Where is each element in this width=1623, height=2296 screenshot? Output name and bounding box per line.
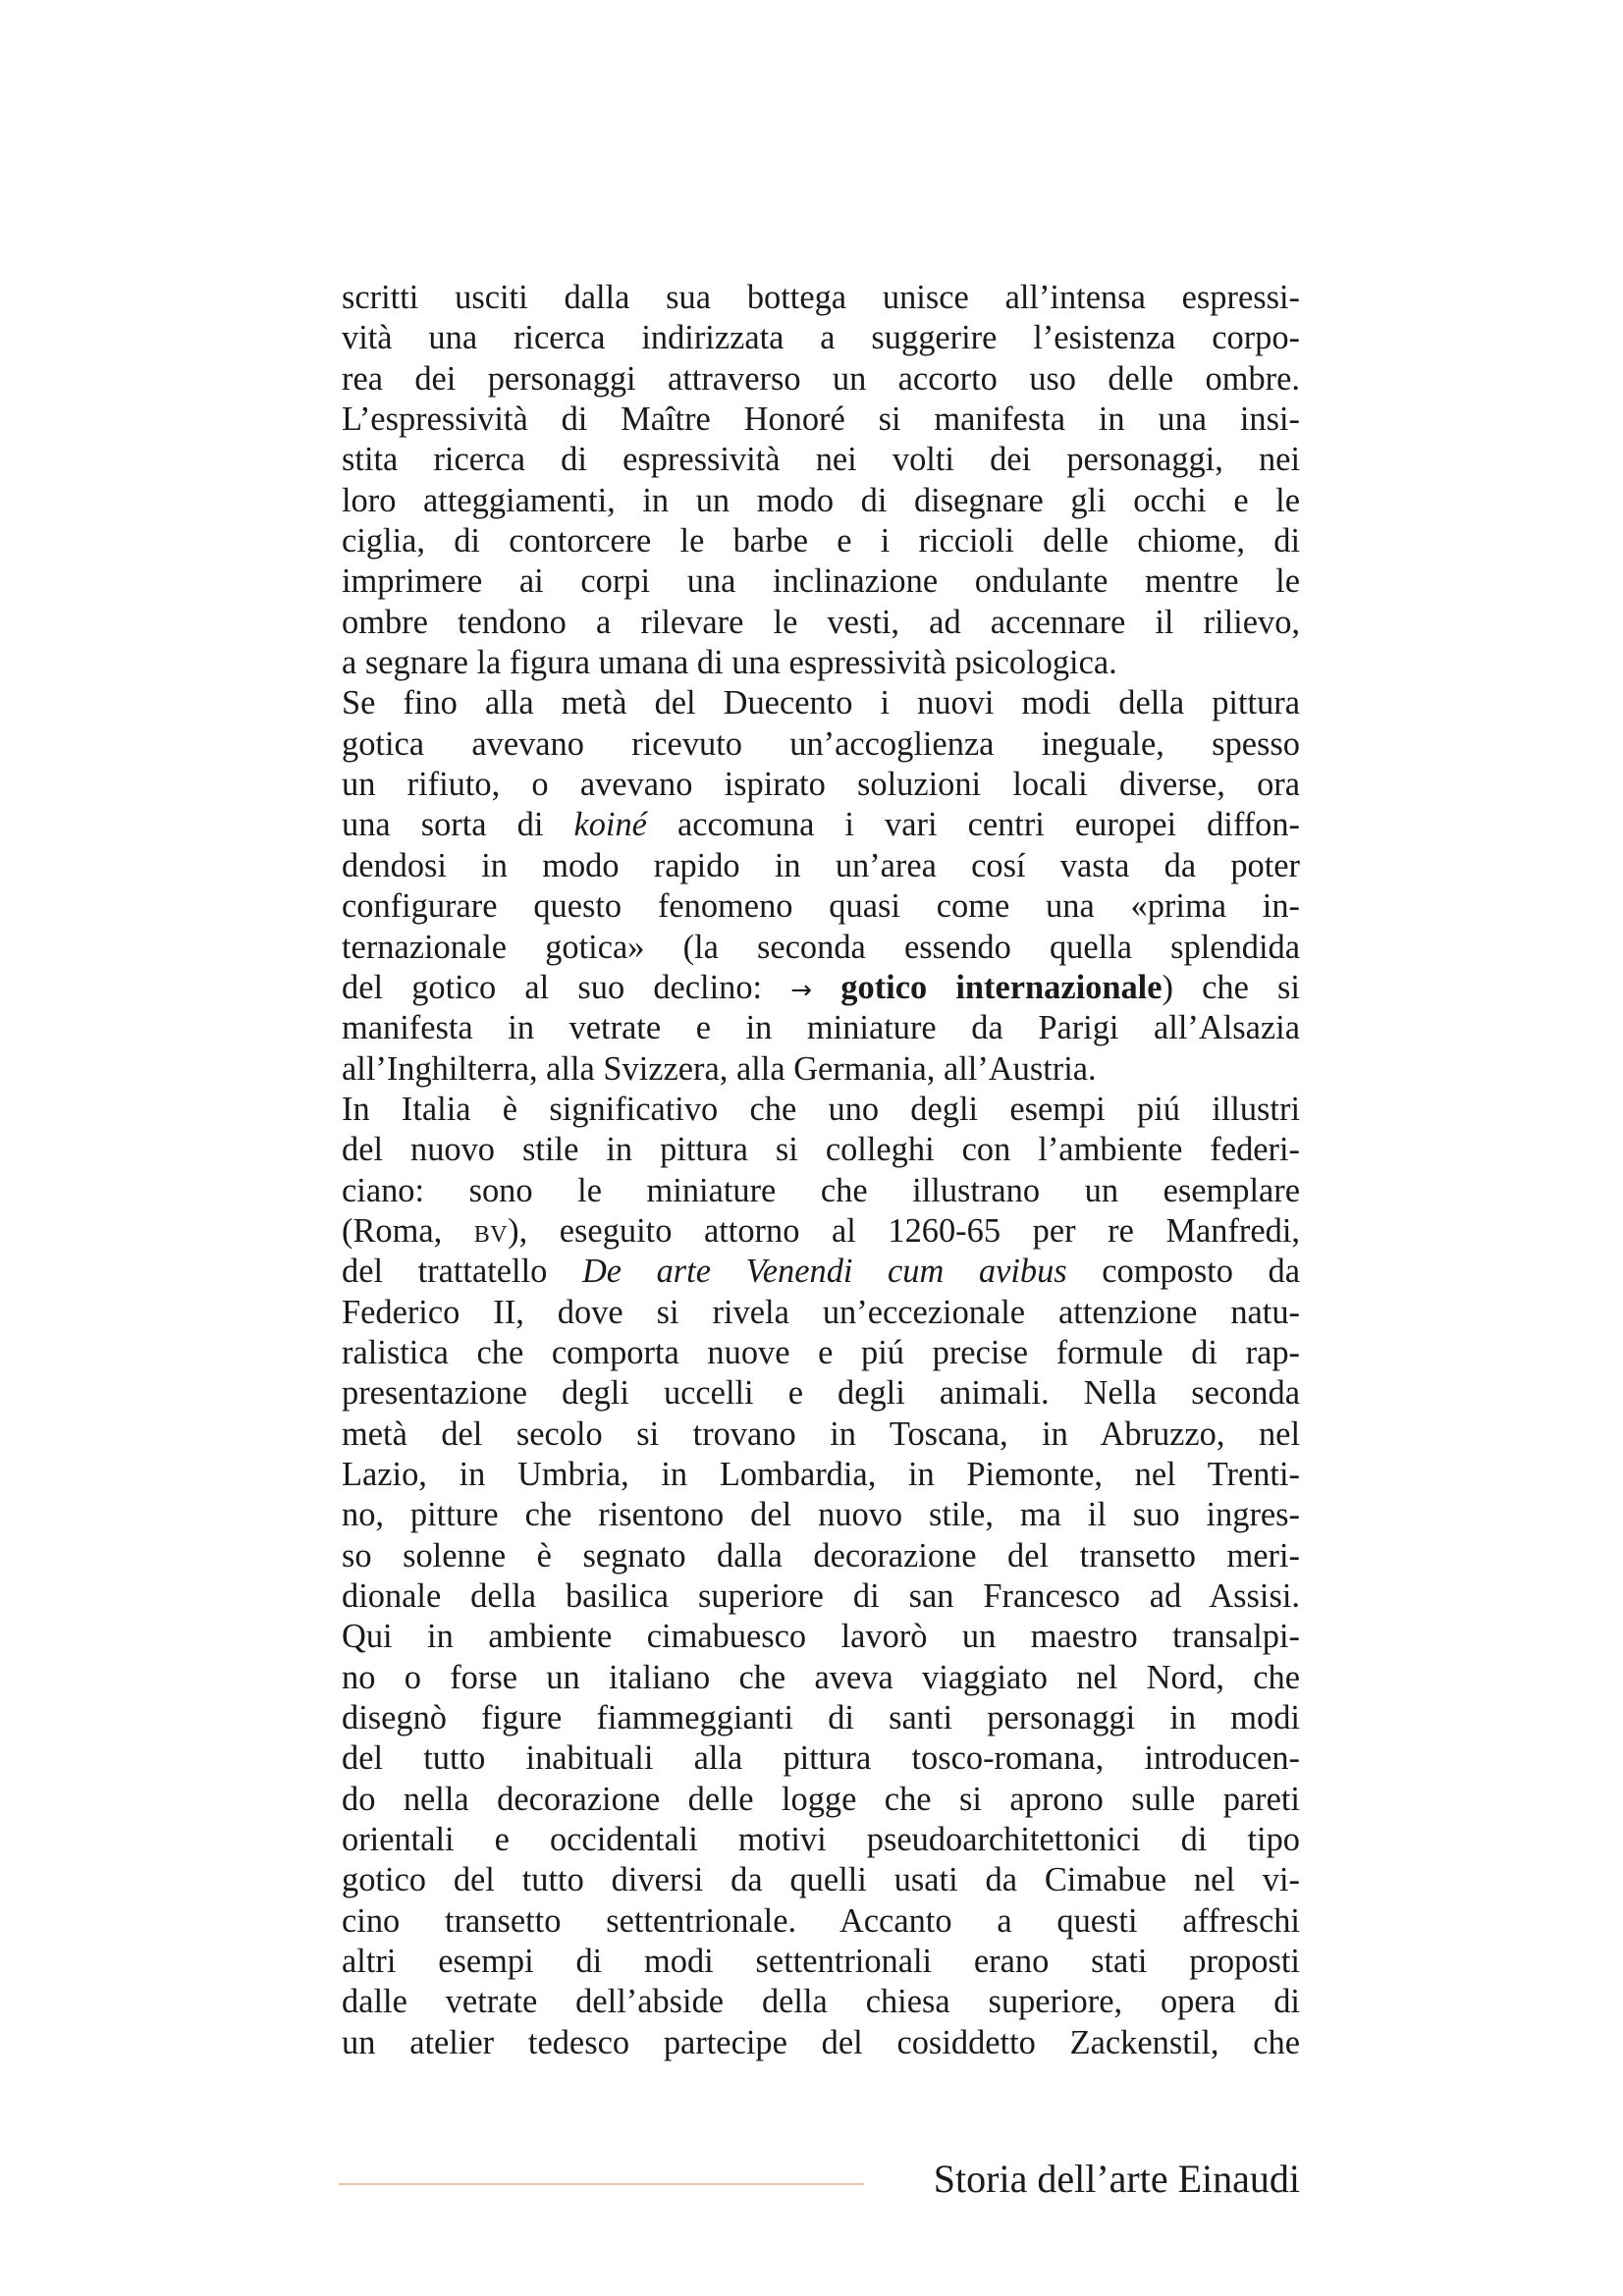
text-line: Federico II, dove si rivela un’eccezionale attenzione natu- (342, 1293, 1300, 1331)
cross-reference-arrow-icon: → (790, 975, 813, 1005)
cross-reference-term: gotico internazionale (840, 968, 1163, 1006)
text-line (342, 805, 1300, 845)
text-line: Se fino alla metà del Duecento i nuovi modi della pittura (342, 684, 1300, 722)
text-line: metà del secolo si trovano in Toscana, in Abruzzo, nel (342, 1415, 1300, 1453)
text-line: all’Inghilterra, alla Svizzera, alla Germania, all’Austria. (342, 1049, 1097, 1088)
line-text: composto da (1066, 1253, 1301, 1291)
line-text: una sorta di (342, 806, 574, 844)
body-text (342, 278, 1300, 2063)
text-line: a segnare la figura umana di una espressività psicologica. (342, 644, 1117, 682)
text-line: no, pitture che risentono del nuovo stile, ma il suo ingres- (342, 1496, 1300, 1534)
text-line: dendosi in modo rapido in un’area cosí vasta da poter (342, 846, 1300, 884)
text-line: scritti usciti dalla sua bottega unisce all’intensa espressi- (342, 279, 1300, 316)
small-caps-abbrev: bv (473, 1211, 509, 1250)
text-line: vità una ricerca indirizzata a suggerire l’esistenza corpo- (342, 319, 1300, 357)
text-line: dalle vetrate dell’abside della chiesa superiore, opera di (342, 1983, 1300, 2021)
text-line: gotico del tutto diversi da quelli usati da Cimabue nel vi- (342, 1861, 1300, 1899)
text-line: ciano: sono le miniature che illustrano un esemplare (342, 1171, 1300, 1209)
text-line: ralistica che comporta nuove e piú precise formule di rap- (342, 1333, 1300, 1371)
line-text: accomuna i vari centri europei diffon- (646, 806, 1300, 844)
text-line: do nella decorazione delle logge che si aprono sulle pareti (342, 1780, 1300, 1818)
text-line: rea dei personaggi attraverso un accorto uso delle ombre. (342, 359, 1300, 398)
text-line: stita ricerca di espressività nei volti dei personaggi, nei (342, 441, 1300, 479)
text-line: ternazionale gotica» (la seconda essendo quella splendida (342, 928, 1300, 966)
text-line: del tutto inabituali alla pittura tosco-romana, introducen- (342, 1739, 1300, 1778)
text-line (342, 1211, 1300, 1252)
line-text: ), eseguito attorno al 1260-65 per re Manfredi, (508, 1211, 1300, 1250)
text-line: dionale della basilica superiore di san Francesco ad Assisi. (342, 1577, 1300, 1615)
text-line: Lazio, in Umbria, in Lombardia, in Piemonte, nel Trenti- (342, 1455, 1300, 1493)
text-line: loro atteggiamenti, in un modo di disegnare gli occhi e le (342, 481, 1300, 519)
footer-rule (339, 2183, 864, 2185)
text-line: gotica avevano ricevuto un’accoglienza ineguale, spesso (342, 724, 1300, 763)
text-line: un atelier tedesco partecipe del cosiddetto Zackenstil, che (342, 2023, 1300, 2061)
text-line: disegnò figure fiammeggianti di santi personaggi in modi (342, 1699, 1300, 1737)
text-line: manifesta in vetrate e in miniature da Parigi all’Alsazia (342, 1009, 1300, 1047)
text-line: altri esempi di modi settentrionali erano stati proposti (342, 1943, 1300, 1981)
text-line (342, 1252, 1300, 1292)
text-line: orientali e occidentali motivi pseudoarchitettonici di tipo (342, 1821, 1300, 1859)
text-line: un rifiuto, o avevano ispirato soluzioni locali diverse, ora (342, 766, 1300, 804)
text-line: In Italia è significativo che uno degli esempi piú illustri (342, 1090, 1300, 1128)
line-text: ) che si (1162, 968, 1300, 1006)
line-text: del gotico al suo declino: (342, 968, 791, 1006)
text-line: del nuovo stile in pittura si colleghi con l’ambiente federi- (342, 1131, 1300, 1169)
line-text: (Roma, (342, 1211, 474, 1250)
text-line: ombre tendono a rilevare le vesti, ad accennare il rilievo, (342, 603, 1300, 641)
text-line: Qui in ambiente cimabuesco lavorò un maestro transalpi- (342, 1618, 1300, 1656)
text-line: no o forse un italiano che aveva viaggiato nel Nord, che (342, 1658, 1300, 1696)
footer-title: Storia dell’arte Einaudi (933, 2157, 1300, 2201)
italic-title: De arte Venendi cum avibus (581, 1253, 1067, 1291)
text-line: so solenne è segnato dalla decorazione del transetto meri- (342, 1536, 1300, 1575)
text-line (342, 968, 1300, 1008)
italic-title: koiné (573, 806, 647, 844)
line-text: del trattatello (342, 1253, 582, 1291)
text-line: presentazione degli uccelli e degli animali. Nella seconda (342, 1374, 1300, 1413)
text-line: ciglia, di contorcere le barbe e i riccioli delle chiome, di (342, 522, 1300, 561)
text-line: configurare questo fenomeno quasi come una «prima in- (342, 887, 1300, 926)
text-line: cino transetto settentrionale. Accanto a questi affreschi (342, 1901, 1300, 1940)
text-line: L’espressività di Maître Honoré si manifesta in una insi- (342, 400, 1300, 439)
text-line: imprimere ai corpi una inclinazione ondulante mentre le (342, 562, 1300, 601)
